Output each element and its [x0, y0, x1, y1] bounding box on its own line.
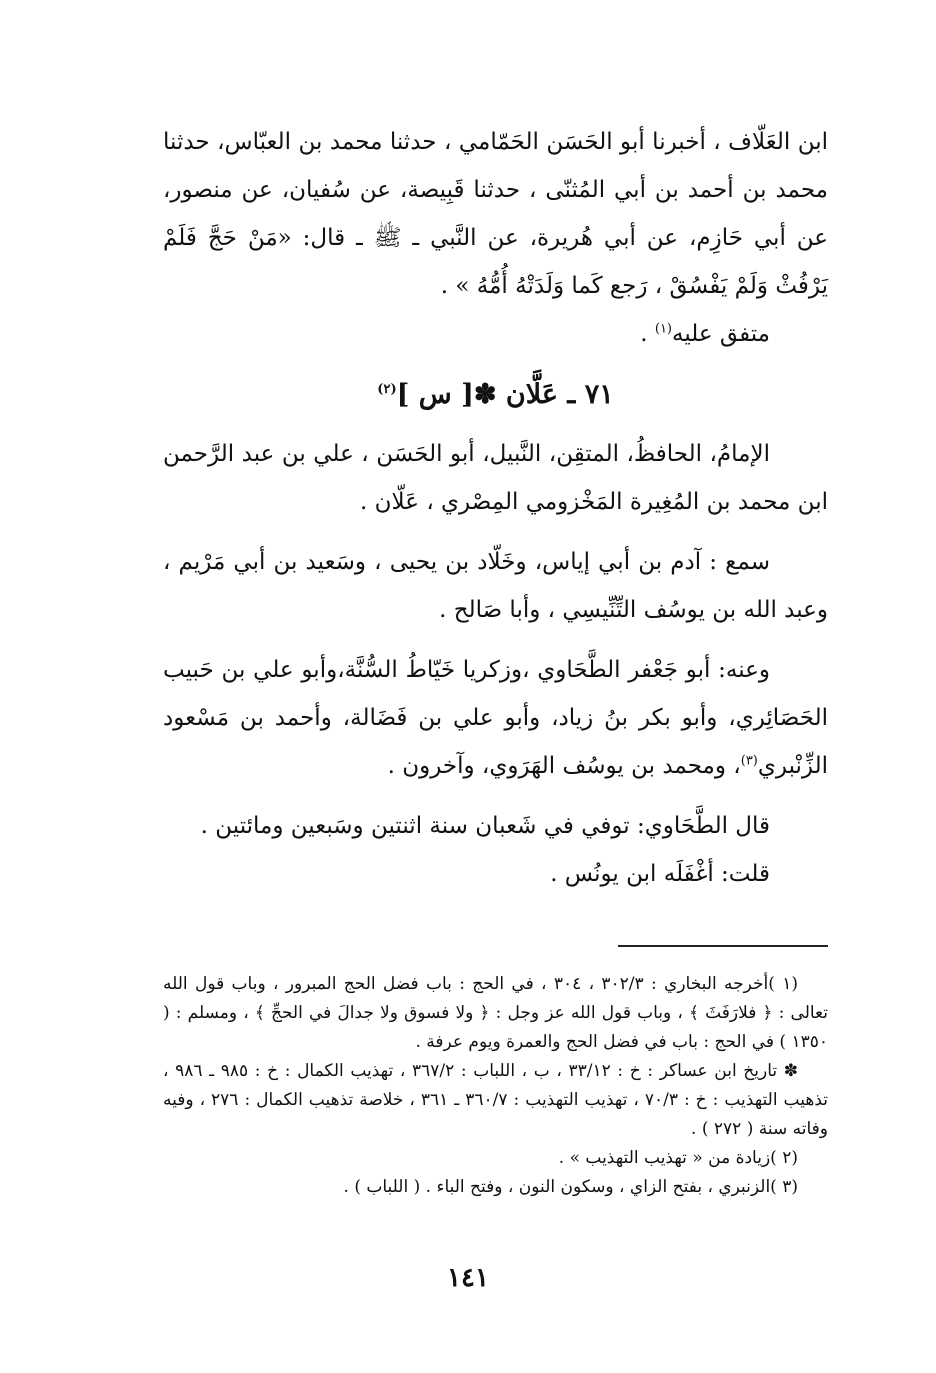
footnote-separator: [618, 945, 828, 947]
entry-heading-text: ٧١ ـ عَلَّان ✽[ س ]: [396, 379, 614, 410]
students-text-b: ، ومحمد بن يوسُف الهَرَوي، وآخرون .: [387, 753, 741, 779]
paragraph-hadith: ابن العَلّاف ، أخبرنا أبو الحَسَن الحَمّامي ، حدثنا محمد بن العبّاس، حدثنا محمد بن أحمد بن أبي المُثنّى ، حدثنا قَبِيصة، عن سُفيان، عن منصور، عن أبي حَازِم، عن أبي هُريرة، عن النَّبي ـ ﷺ ـ قال: «مَنْ حَجَّ فَلَمْ يَرْفُثْ وَلَمْ يَفْسُقْ ، رَجع كَما وَلَدَتْهُ أُمُّهُ » .: [163, 129, 828, 299]
page-number: ١٤١: [447, 1263, 489, 1293]
paragraph-bio: الإمامُ، الحافظُ، المتقِن، النَّبيل، أبو الحَسَن ، علي بن عبد الرَّحمن ابن محمد بن المُغِيرة المَخْزومي المِصْري ، عَلّان .: [163, 441, 828, 515]
entry-heading: [163, 368, 828, 422]
footnote-3: (٣ )الزنبري ، بفتح الزاي ، وسكون النون ، وفتح الباء . ( اللباب ) .: [343, 1177, 798, 1197]
paragraph-students: [163, 646, 828, 790]
footnote-star: ✽ تاريخ ابن عساكر : خ : ٣٣/١٢ ، ب ، اللباب : ٣٦٧/٢ ، تهذيب الكمال : خ : ٩٨٥ ـ ٩٨٦ ، تذهيب التهذيب : خ : ٧٠/٣ ، تهذيب التهذيب : ٣٦٠/٧ ـ ٣٦١ ، خلاصة تذهيب الكمال : ٢٧٦ ، وفيه وفاته سنة ( ٢٧٢ ) .: [163, 1061, 829, 1139]
agreed-end: .: [640, 321, 655, 347]
footnote-ref-1: (١): [654, 321, 672, 337]
footnote-2: (٢ )زيادة من « تهذيب التهذيب » .: [558, 1148, 798, 1168]
footnotes: [163, 970, 828, 1202]
footnote-ref-3: (٣): [740, 753, 758, 769]
paragraph-heard: سمع : آدم بن أبي إياس، وخَلّاد بن يحيى ، وسَعيد بن أبي مَرْيم ، وعبد الله بن يوسُف التِّنِّيسِي ، وأبا صَالح .: [163, 549, 828, 623]
paragraph-agreed: [163, 310, 828, 358]
main-text: [163, 118, 828, 898]
paragraph-note: قلت: أغْفَلَه ابن يونُس .: [550, 861, 770, 887]
footnote-1: (١ )أخرجه البخاري : ٣٠٢/٣ ، ٣٠٤ ، في الحج : باب فضل الحج المبرور ، وباب قول الله تعالى : ﴿ فلارَفَثَ ﴾ ، وباب قول الله عز وجل : ﴿ ولا فسوق ولا جدالَ في الحجِّ ﴾ ، ومسلم : ( ١٣٥٠ ) في الحج : باب في فضل الحج والعمرة ويوم عرفة .: [163, 974, 828, 1052]
footnote-ref-2: (٢): [377, 382, 397, 397]
students-text-a: وعنه: أبو جَعْفر الطَّحَاوي ،وزكريا خَيّاطُ السُّنَّة،وأبو علي بن حَبيب الحَصَائِري، وأبو بكر بنُ زياد، وأبو علي بن فَضَالة، وأحمد بن مَسْعود الزِّنْبري: [163, 657, 828, 779]
paragraph-death: قال الطَّحَاوي: توفي في شَعبان سنة اثنتين وسَبعين ومائتين .: [200, 813, 770, 839]
agreed-text: متفق عليه: [672, 321, 770, 347]
